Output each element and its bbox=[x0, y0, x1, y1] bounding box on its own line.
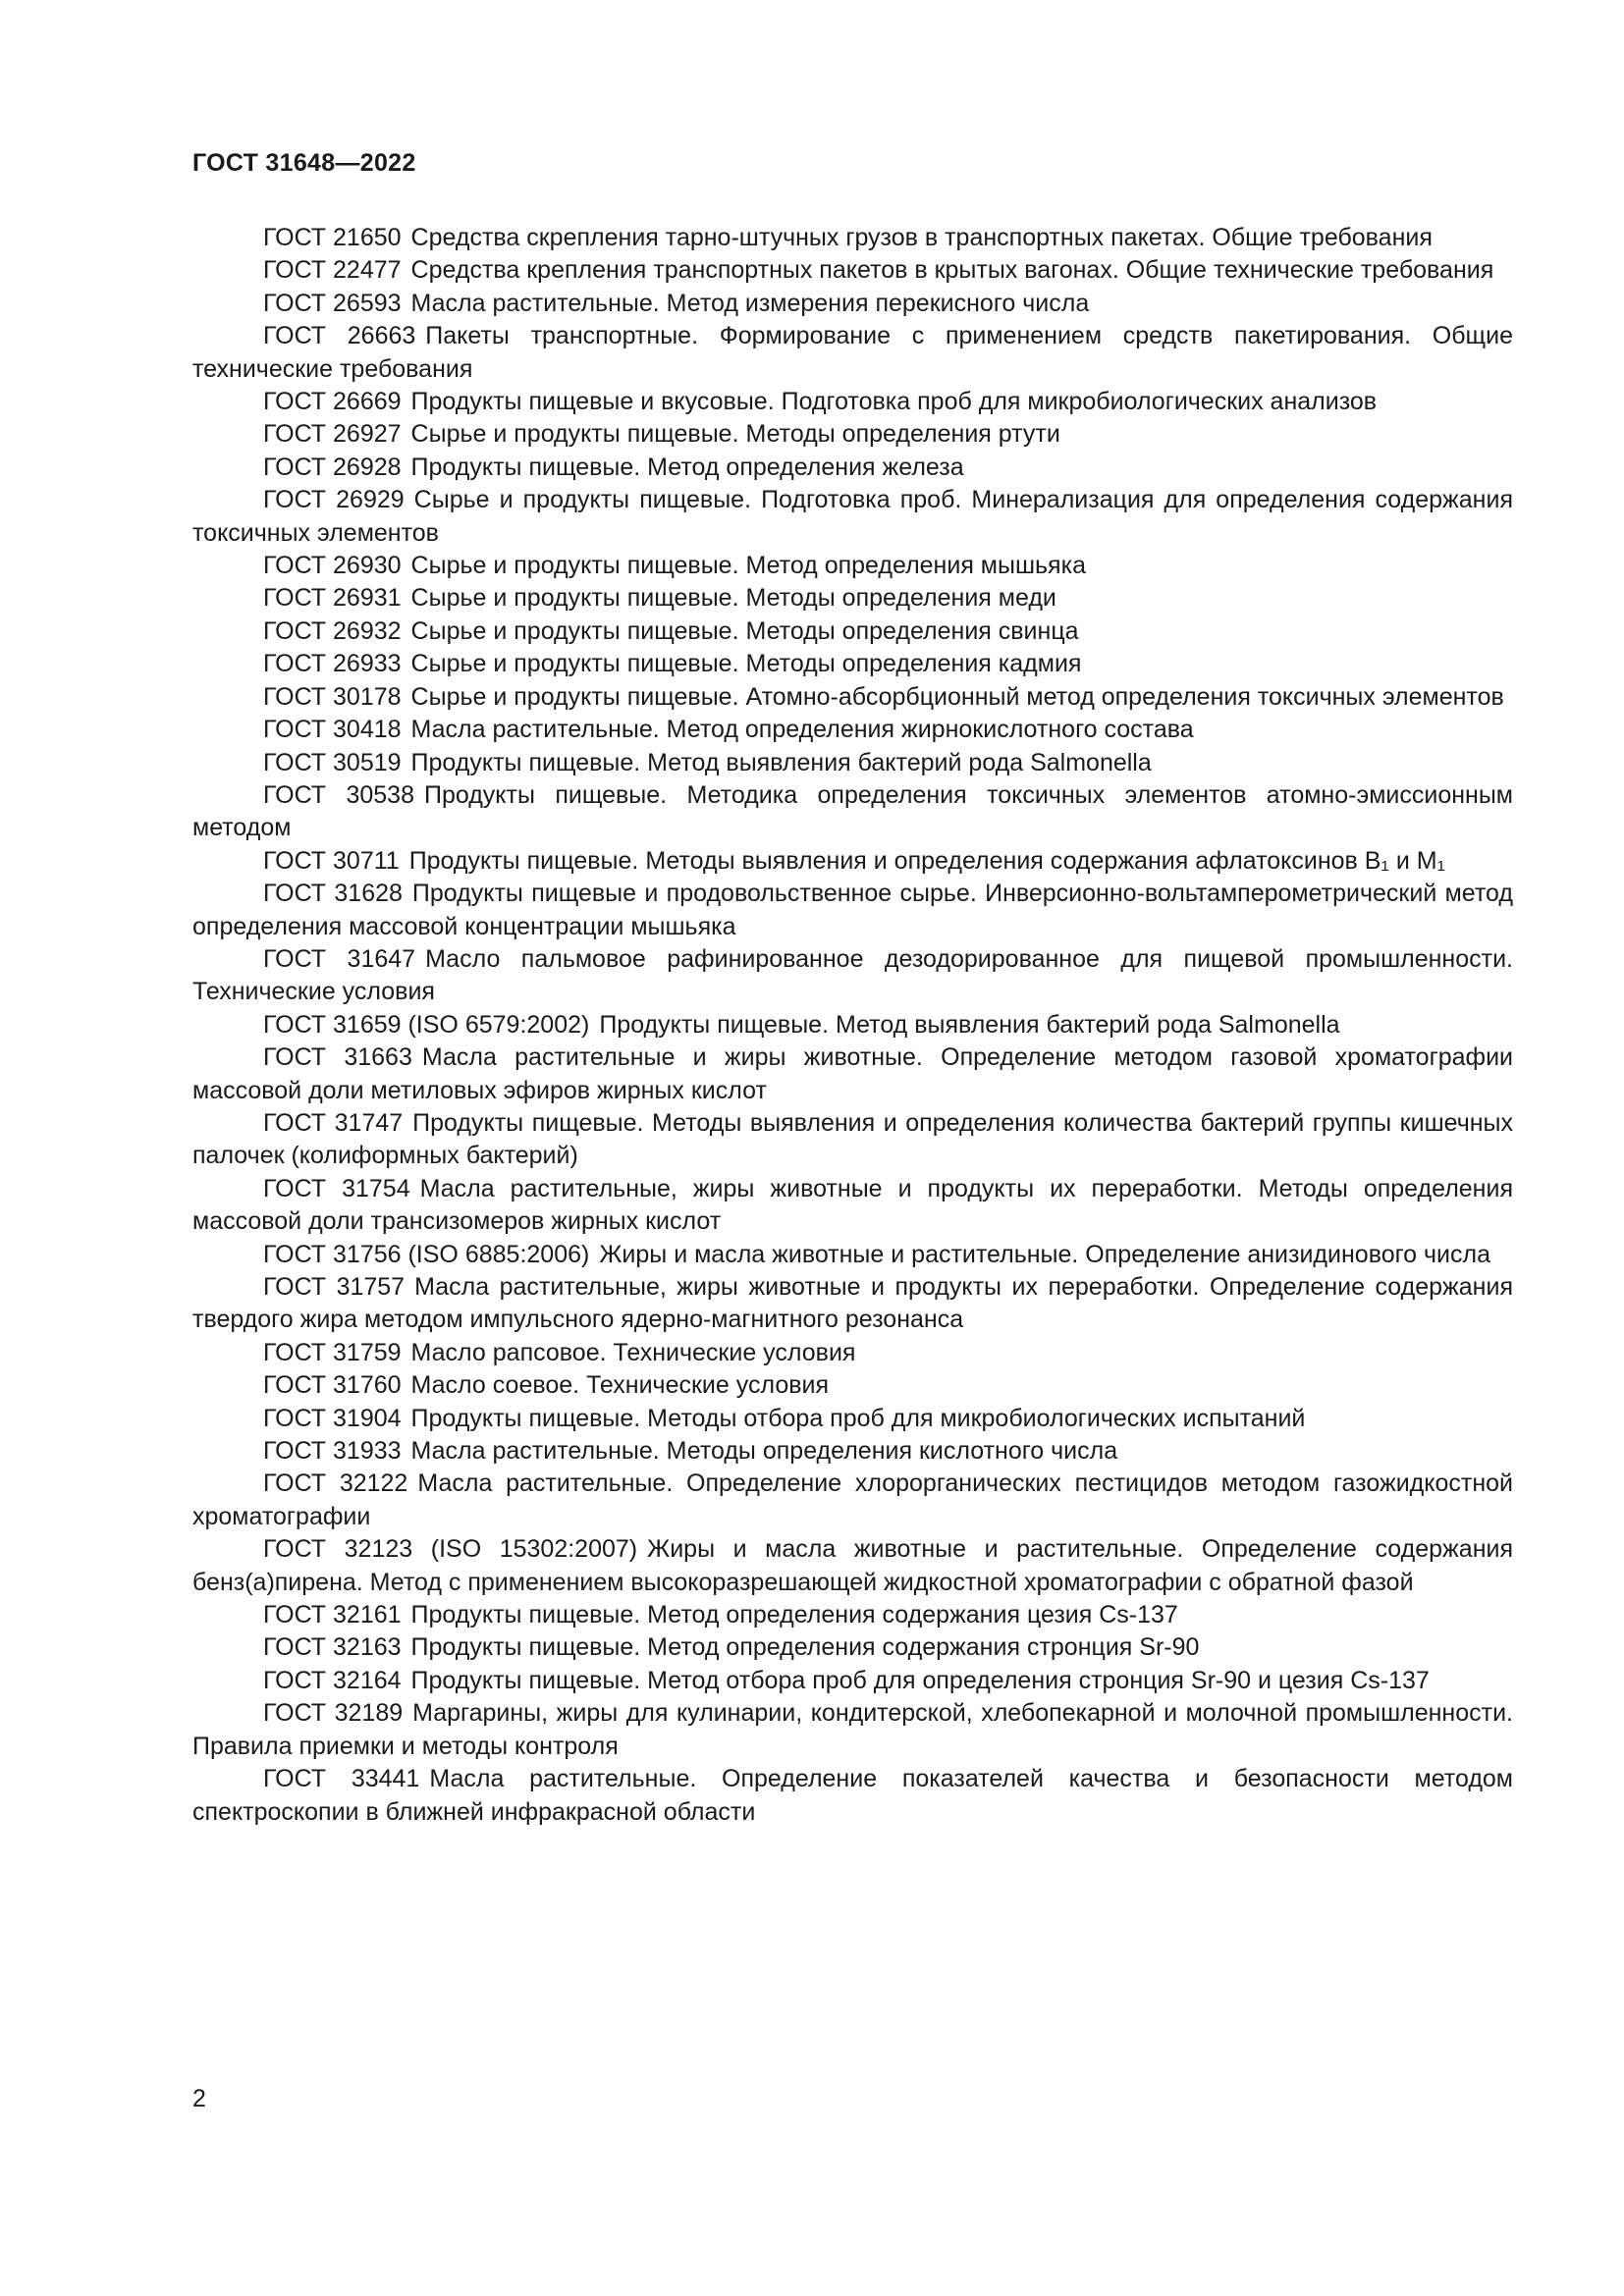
reference-code: ГОСТ 26929 bbox=[263, 486, 405, 514]
reference-code: ГОСТ 26593 bbox=[263, 289, 402, 317]
reference-code: ГОСТ 32161 bbox=[263, 1601, 402, 1629]
reference-code: ГОСТ 26932 bbox=[263, 616, 402, 645]
reference-code: ГОСТ 31754 bbox=[263, 1174, 410, 1202]
reference-title: Масла растительные, жиры животные и продукты их переработки. Методы определения массовой доли трансизомеров жирных кислот bbox=[192, 1174, 1513, 1236]
reference-code: ГОСТ 26928 bbox=[263, 453, 402, 481]
reference-title: Масло пальмовое рафинированное дезодорированное для пищевой промышленности. Технические условия bbox=[192, 944, 1513, 1006]
reference-entry bbox=[192, 648, 1513, 680]
reference-entry bbox=[192, 779, 1513, 845]
reference-entry bbox=[192, 1763, 1513, 1829]
reference-code: ГОСТ 32163 bbox=[263, 1633, 402, 1662]
reference-title: Масла растительные и жиры животные. Определение методом газовой хроматографии массовой доли метиловых эфиров жирных кислот bbox=[192, 1043, 1513, 1104]
reference-title: Продукты пищевые. Метод определения железа bbox=[410, 453, 964, 481]
reference-entry bbox=[192, 714, 1513, 746]
reference-code: ГОСТ 26931 bbox=[263, 584, 402, 613]
reference-code: ГОСТ 31756 (ISO 6885:2006) bbox=[263, 1240, 590, 1268]
reference-title: Продукты пищевые. Метод выявления бактерий рода Salmonella bbox=[410, 748, 1152, 776]
reference-code: ГОСТ 30519 bbox=[263, 748, 402, 776]
reference-code: ГОСТ 31933 bbox=[263, 1437, 402, 1466]
reference-title: Сырье и продукты пищевые. Методы определения кадмия bbox=[410, 650, 1082, 678]
reference-code: ГОСТ 31757 bbox=[263, 1273, 406, 1301]
reference-title: Продукты пищевые. Метод отбора проб для определения стронция Sr-90 и цезия Cs-137 bbox=[410, 1666, 1430, 1694]
reference-entry bbox=[192, 1403, 1513, 1435]
reference-entry bbox=[192, 1369, 1513, 1402]
reference-title: Сырье и продукты пищевые. Атомно-абсорбционный метод определения токсичных элементов bbox=[410, 682, 1504, 711]
reference-code: ГОСТ 26927 bbox=[263, 420, 402, 449]
reference-entry bbox=[192, 1468, 1513, 1533]
reference-code: ГОСТ 32123 (ISO 15302:2007) bbox=[263, 1535, 638, 1564]
reference-code: ГОСТ 33441 bbox=[263, 1765, 420, 1793]
reference-title: Сырье и продукты пищевые. Методы определения свинца bbox=[410, 616, 1079, 645]
reference-title: Продукты пищевые. Методы выявления и определения количества бактерий группы кишечных палочек (колиформных бактерий) bbox=[192, 1108, 1513, 1170]
reference-code: ГОСТ 32189 bbox=[263, 1699, 404, 1728]
reference-code: ГОСТ 26663 bbox=[263, 322, 416, 350]
reference-entry bbox=[192, 484, 1513, 550]
reference-code: ГОСТ 22477 bbox=[263, 256, 402, 285]
reference-entry bbox=[192, 1173, 1513, 1239]
reference-title: Пакеты транспортные. Формирование с применением средств пакетирования. Общие технические требования bbox=[192, 322, 1513, 383]
reference-entry bbox=[192, 418, 1513, 451]
reference-entry bbox=[192, 1107, 1513, 1173]
reference-code: ГОСТ 31647 bbox=[263, 944, 416, 973]
standard-designation: ГОСТ 31648—2022 bbox=[192, 149, 416, 177]
reference-title: Жиры и масла животные и растительные. Определение анизидинового числа bbox=[599, 1240, 1490, 1268]
reference-title: Масла растительные. Определение хлорорганических пестицидов методом газожидкостной хроматографии bbox=[192, 1469, 1514, 1530]
reference-entry bbox=[192, 681, 1513, 714]
reference-code: ГОСТ 30178 bbox=[263, 682, 402, 711]
reference-title: Продукты пищевые. Метод выявления бактерий рода Salmonella bbox=[599, 1010, 1340, 1039]
reference-entry bbox=[192, 1009, 1513, 1041]
reference-title: Средства крепления транспортных пакетов в крытых вагонах. Общие технические требования bbox=[410, 256, 1494, 285]
reference-entry bbox=[192, 222, 1513, 254]
reference-entry bbox=[192, 254, 1513, 287]
reference-title: Продукты пищевые. Методика определения токсичных элементов атомно-эмиссионным методом bbox=[192, 780, 1513, 842]
reference-entry bbox=[192, 452, 1513, 484]
reference-code: ГОСТ 32164 bbox=[263, 1666, 402, 1694]
reference-entry bbox=[192, 1435, 1513, 1468]
reference-title: Сырье и продукты пищевые. Подготовка проб. Минерализация для определения содержания токсичных элементов bbox=[192, 486, 1513, 547]
reference-code: ГОСТ 30711 bbox=[263, 846, 400, 875]
reference-code: ГОСТ 31628 bbox=[263, 880, 403, 908]
reference-entry bbox=[192, 550, 1513, 582]
reference-code: ГОСТ 32122 bbox=[263, 1469, 408, 1498]
reference-entry bbox=[192, 878, 1513, 943]
reference-entry bbox=[192, 288, 1513, 320]
reference-code: ГОСТ 26669 bbox=[263, 388, 402, 416]
reference-title: Масла растительные, жиры животные и продукты их переработки. Определение содержания твердого жира методом импульсного ядерно-магнитного резонанса bbox=[192, 1273, 1513, 1334]
reference-title: Масла растительные. Методы определения кислотного числа bbox=[410, 1437, 1118, 1466]
reference-entry bbox=[192, 386, 1513, 418]
reference-title: Продукты пищевые. Методы отбора проб для микробиологических испытаний bbox=[410, 1404, 1306, 1432]
reference-entry bbox=[192, 1697, 1513, 1763]
reference-entry bbox=[192, 747, 1513, 779]
reference-title: Сырье и продукты пищевые. Методы определения ртути bbox=[410, 420, 1060, 449]
reference-entry bbox=[192, 1337, 1513, 1369]
reference-entry bbox=[192, 1599, 1513, 1631]
reference-code: ГОСТ 26930 bbox=[263, 552, 402, 580]
reference-entry bbox=[192, 582, 1513, 614]
reference-title: Сырье и продукты пищевые. Метод определения мышьяка bbox=[410, 552, 1086, 580]
reference-entry bbox=[192, 1533, 1513, 1599]
reference-title: Маргарины, жиры для кулинарии, кондитерской, хлебопекарной и молочной промышленности. Правила приемки и методы контроля bbox=[192, 1699, 1513, 1760]
reference-code: ГОСТ 31659 (ISO 6579:2002) bbox=[263, 1010, 590, 1039]
reference-title: Продукты пищевые. Метод определения содержания цезия Cs-137 bbox=[410, 1601, 1178, 1629]
reference-title: Продукты пищевые. Метод определения содержания стронция Sr-90 bbox=[410, 1633, 1200, 1662]
reference-title: Масла растительные. Метод измерения перекисного числа bbox=[410, 289, 1090, 317]
reference-code: ГОСТ 21650 bbox=[263, 224, 402, 251]
reference-entry bbox=[192, 1239, 1513, 1271]
reference-code: ГОСТ 31760 bbox=[263, 1371, 402, 1400]
reference-title: Продукты пищевые и вкусовые. Подготовка проб для микробиологических анализов bbox=[410, 388, 1378, 416]
reference-title: Масло соевое. Технические условия bbox=[410, 1371, 830, 1400]
reference-title: Жиры и масла животные и растительные. Определение содержания бенз(а)пирена. Метод с применением высокоразрешающей жидкостной хроматографии с обратной фазой bbox=[192, 1535, 1513, 1596]
reference-entry bbox=[192, 320, 1513, 386]
reference-code: ГОСТ 26933 bbox=[263, 650, 402, 678]
reference-title: Средства скрепления тарно-штучных грузов в транспортных пакетах. Общие требования bbox=[410, 224, 1433, 251]
reference-entry bbox=[192, 845, 1513, 878]
normative-references-list bbox=[192, 222, 1513, 1829]
reference-title: Сырье и продукты пищевые. Методы определения меди bbox=[410, 584, 1056, 613]
reference-code: ГОСТ 31663 bbox=[263, 1043, 412, 1072]
reference-entry bbox=[192, 943, 1513, 1009]
reference-code: ГОСТ 30538 bbox=[263, 780, 414, 809]
reference-code: ГОСТ 31747 bbox=[263, 1108, 404, 1137]
reference-entry bbox=[192, 1271, 1513, 1337]
reference-entry bbox=[192, 1665, 1513, 1697]
reference-title: Продукты пищевые и продовольственное сырье. Инверсионно-вольтамперометрический метод определения массовой концентрации мышьяка bbox=[192, 880, 1513, 940]
reference-title: Масла растительные. Метод определения жирнокислотного состава bbox=[410, 716, 1194, 744]
reference-code: ГОСТ 31759 bbox=[263, 1338, 402, 1366]
reference-code: ГОСТ 31904 bbox=[263, 1404, 402, 1432]
reference-code: ГОСТ 30418 bbox=[263, 716, 402, 744]
page-number: 2 bbox=[192, 2085, 206, 2112]
reference-title: Масло рапсовое. Технические условия bbox=[410, 1338, 856, 1366]
reference-title: Продукты пищевые. Методы выявления и определения содержания афлатоксинов B₁ и M₁ bbox=[408, 846, 1445, 875]
reference-entry bbox=[192, 615, 1513, 648]
reference-entry bbox=[192, 1041, 1513, 1107]
reference-entry bbox=[192, 1631, 1513, 1664]
reference-title: Масла растительные. Определение показателей качества и безопасности методом спектроскопии в ближней инфракрасной области bbox=[192, 1765, 1513, 1826]
